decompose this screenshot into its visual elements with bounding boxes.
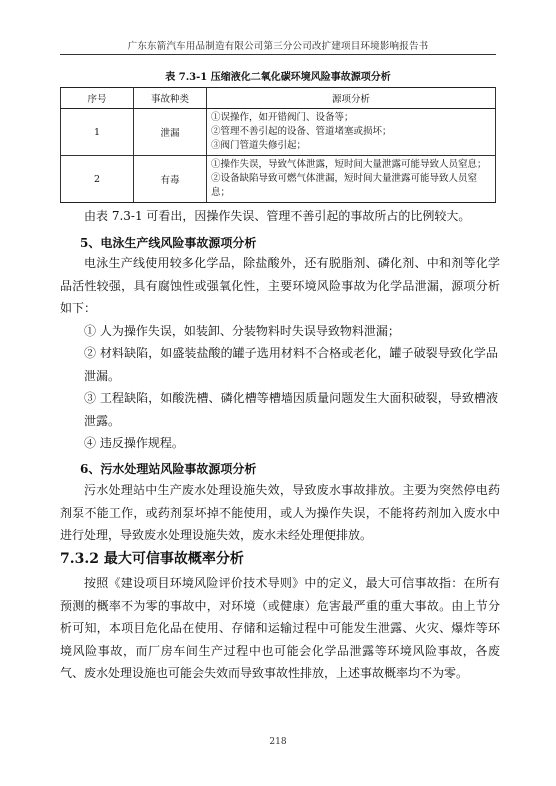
paragraph-wastewater: 污水处理站中生产废水处理设施失效，导致废水事故排放。主要为突然停电药剂泵不能工作，或药剂泵坏掉不能使用，或人为操作失误，不能将药剂加入废水中进行处理，导致废水处理设施失效，废水未经处理便排放。 xyxy=(60,483,500,542)
risk-source-table xyxy=(60,87,496,203)
row-type: 泄漏 xyxy=(134,109,207,156)
analysis-line: ②管理不善引起的设备、管道堵塞或损坏； xyxy=(211,126,392,137)
list-item: ① 人为操作失误，如装卸、分装物料时失误导致物料泄漏； xyxy=(84,324,400,338)
table-header-row xyxy=(61,88,496,109)
header-type: 事故种类 xyxy=(134,88,207,109)
paragraph-max-credible-accident: 按照《建设项目环境风险评价技术导则》中的定义，最大可信事故指：在所有预测的概率不为零的事故中，对环境（或健康）危害最严重的重大事故。由上节分析可知，本项目危化品在使用、存储和运输过程中可能发生泄露、火灾、爆炸等环境风险事故，而厂房车间生产过程中也可能会化学品泄露等环境风险事故，各废气、废水处理设施也可能会失效而导致事故性排放，上述事故概率均不为零。 xyxy=(60,576,500,680)
section-heading-5: 5、电泳生产线风险事故源项分析 xyxy=(80,236,257,250)
running-header: 广东东箭汽车用品制造有限公司第三分公司改扩建项目环境影响报告书 xyxy=(127,41,429,52)
row-analysis xyxy=(207,156,496,203)
analysis-line: ①操作失误，导致气体泄露，短时间大量泄露可能导致人员窒息； xyxy=(211,159,487,170)
analysis-line: ①误操作，如开错阀门、设备等； xyxy=(211,112,354,123)
paragraph-table-summary: 由表 7.3-1 可看出，因操作失误、管理不善引起的事故所占的比例较大。 xyxy=(84,209,471,223)
list-item xyxy=(84,387,498,432)
section-heading-7-3-2: 7.3.2 最大可信事故概率分析 xyxy=(60,551,244,567)
header-divider xyxy=(60,54,496,55)
table-caption: 表 7.3-1 压缩液化二氧化碳环境风险事故源项分析 xyxy=(165,72,391,83)
table-row xyxy=(61,109,496,156)
row-no: 1 xyxy=(61,109,134,156)
section-heading-6: 6、污水处理站风险事故源项分析 xyxy=(80,462,257,476)
header-no: 序号 xyxy=(61,88,134,109)
header-analysis: 源项分析 xyxy=(207,88,496,109)
list-item: ④ 违反操作规程。 xyxy=(84,436,184,450)
row-analysis xyxy=(207,109,496,156)
list-item xyxy=(84,342,498,387)
paragraph-electrophoresis: 电泳生产线使用较多化学品，除盐酸外，还有脱脂剂、磷化剂、中和剂等化学品活性较强，具有腐蚀性或强氧化性，主要环境风险事故为化学品泄漏，源项分析如下： xyxy=(60,256,500,315)
row-type: 有毒 xyxy=(134,156,207,203)
list-item-text: ③ 工程缺陷，如酸洗槽、磷化槽等槽墙因质量问题发生大面积破裂，导致槽液泄露。 xyxy=(84,391,498,428)
table-row xyxy=(61,156,496,203)
list-item-text: ② 材料缺陷，如盛装盐酸的罐子选用材料不合格或老化，罐子破裂导致化学品泄漏。 xyxy=(84,346,498,383)
analysis-line: ②设备缺陷导致可燃气体泄漏，短时间大量泄露可能导致人员窒息； xyxy=(211,173,478,198)
page-number: 218 xyxy=(269,737,287,747)
row-no: 2 xyxy=(61,156,134,203)
analysis-line: ③阀门管道失修引起； xyxy=(211,140,307,151)
